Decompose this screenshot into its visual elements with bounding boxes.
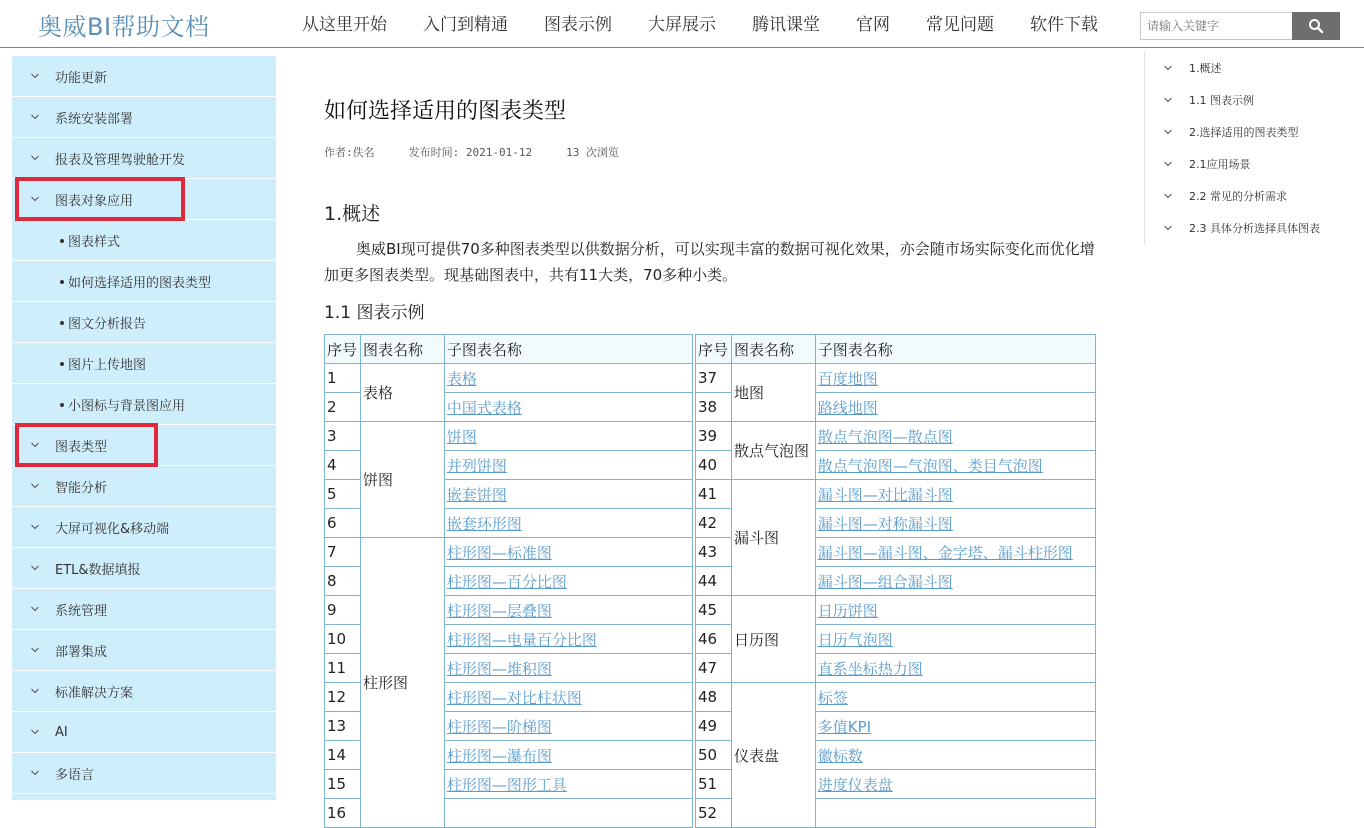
sidebar-item-label: ETL&数据填报	[55, 562, 141, 578]
row-number: 13	[325, 712, 361, 741]
chart-category: 柱形图	[360, 538, 444, 828]
sub-chart-link[interactable]: 饼图	[446, 427, 477, 446]
sub-chart-cell	[815, 509, 1095, 538]
sub-chart-link[interactable]: 并列饼图	[446, 456, 507, 475]
sidebar-item-label: 报表及管理驾驶舱开发	[55, 152, 186, 168]
bullet-dot	[60, 239, 64, 243]
search-input[interactable]	[1140, 12, 1292, 40]
table-row	[696, 480, 1096, 509]
sub-chart-link[interactable]: 直系坐标热力图	[817, 659, 923, 678]
sub-chart-link[interactable]: 中国式表格	[446, 398, 522, 417]
toc-item-label: 2.3 具体分析选择具体图表	[1189, 222, 1320, 235]
chevron-down-icon	[30, 563, 40, 573]
sub-chart-link[interactable]: 柱形图—阶梯图	[446, 717, 552, 736]
sub-chart-cell	[815, 538, 1095, 567]
sidebar-item-label: 图表样式	[68, 234, 121, 250]
row-number: 12	[325, 683, 361, 712]
chevron-down-icon	[1163, 159, 1173, 169]
row-number: 40	[696, 451, 732, 480]
sidebar-group[interactable]	[12, 56, 276, 97]
row-number: 9	[325, 596, 361, 625]
sidebar-item-label: 图片上传地图	[68, 357, 147, 373]
toc-item-label: 2.选择适用的图表类型	[1189, 126, 1299, 139]
table-row	[325, 538, 693, 567]
table-row	[696, 364, 1096, 393]
sub-chart-link[interactable]: 表格	[446, 369, 477, 388]
toc-item[interactable]	[1145, 180, 1354, 212]
row-number: 6	[325, 509, 361, 538]
table-row	[325, 364, 693, 393]
row-number: 4	[325, 451, 361, 480]
sub-chart-cell	[815, 393, 1095, 422]
sub-chart-link[interactable]: 柱形图—层叠图	[446, 601, 552, 620]
row-number: 10	[325, 625, 361, 654]
sub-chart-cell	[444, 509, 692, 538]
table-header-row	[696, 335, 1096, 364]
nav-item[interactable]: 大屏展示	[648, 15, 716, 35]
row-number: 42	[696, 509, 732, 538]
nav-item[interactable]: 从这里开始	[302, 15, 387, 35]
toc-item[interactable]	[1145, 52, 1354, 84]
chevron-down-icon	[30, 522, 40, 532]
sub-chart-cell	[444, 625, 692, 654]
chevron-down-icon	[30, 604, 40, 614]
chevron-down-icon	[1163, 191, 1173, 201]
top-nav	[284, 0, 1116, 48]
sub-chart-link[interactable]: 柱形图—电量百分比图	[446, 630, 597, 649]
bullet-dot	[60, 280, 64, 284]
section-heading-overview: 1.概述	[324, 203, 381, 225]
sub-chart-cell	[444, 538, 692, 567]
sub-chart-link[interactable]: 徽标数	[817, 746, 863, 765]
publish-date: 发布时间: 2021-01-12	[408, 146, 533, 159]
nav-item[interactable]: 图表示例	[544, 15, 612, 35]
sub-chart-link[interactable]: 柱形图—堆积图	[446, 659, 552, 678]
sub-chart-cell	[444, 712, 692, 741]
sub-chart-link[interactable]: 散点气泡图—气泡图、类目气泡图	[817, 456, 1043, 475]
sidebar-item-label: 智能分析	[55, 480, 108, 496]
sub-chart-cell	[444, 654, 692, 683]
chevron-down-icon	[30, 153, 40, 163]
bullet-dot	[60, 321, 64, 325]
section-heading-examples: 1.1 图表示例	[324, 303, 425, 323]
row-number: 2	[325, 393, 361, 422]
chart-category: 散点气泡图	[731, 422, 815, 480]
sidebar-item-label: 大屏可视化&移动端	[55, 521, 170, 537]
sidebar-subitem[interactable]	[12, 384, 276, 425]
sub-chart-cell	[815, 799, 1095, 828]
sub-chart-link[interactable]: 百度地图	[817, 369, 878, 388]
sidebar-item-label: 功能更新	[55, 70, 108, 86]
chart-table-left	[324, 334, 693, 828]
sub-chart-link[interactable]: 柱形图—百分比图	[446, 572, 567, 591]
sidebar-group[interactable]	[12, 671, 276, 712]
main-content	[310, 56, 1110, 822]
chevron-down-icon	[30, 727, 40, 737]
sidebar-subitem[interactable]	[12, 302, 276, 343]
row-number: 37	[696, 364, 732, 393]
sub-chart-link[interactable]: 嵌套饼图	[446, 485, 507, 504]
column-header: 序号	[696, 335, 732, 364]
search-button[interactable]	[1292, 12, 1340, 40]
row-number: 51	[696, 770, 732, 799]
sub-chart-link[interactable]: 漏斗图—对称漏斗图	[817, 514, 953, 533]
sub-chart-cell	[815, 451, 1095, 480]
column-header: 图表名称	[360, 335, 444, 364]
row-number: 14	[325, 741, 361, 770]
overview-paragraph: 奥威BI现可提供70多种图表类型以供数据分析，可以实现丰富的数据可视化效果，亦会随市场实际变化而优化增加更多图表类型。现基础图表中，共有11大类，70多种小类。	[324, 240, 1095, 284]
toc-item[interactable]	[1145, 212, 1354, 244]
sidebar-group[interactable]	[12, 548, 276, 589]
sub-chart-cell	[444, 741, 692, 770]
sidebar-group[interactable]	[12, 138, 276, 179]
row-number: 11	[325, 654, 361, 683]
sub-chart-cell	[815, 364, 1095, 393]
sub-chart-cell	[444, 799, 692, 828]
sidebar-item-label: 部署集成	[55, 644, 108, 660]
toc-item-label: 1.概述	[1189, 62, 1222, 75]
page-title: 如何选择适用的图表类型	[324, 99, 567, 124]
sub-chart-cell	[444, 451, 692, 480]
sidebar-item-label: 多语言	[55, 767, 95, 783]
sidebar-item-label: 标准解决方案	[55, 685, 134, 701]
chevron-down-icon	[30, 112, 40, 122]
chart-category: 饼图	[360, 422, 444, 538]
bullet-dot	[60, 403, 64, 407]
top-header	[0, 0, 1364, 48]
row-number: 1	[325, 364, 361, 393]
toc-item[interactable]	[1145, 116, 1354, 148]
row-number: 5	[325, 480, 361, 509]
row-number: 7	[325, 538, 361, 567]
column-header: 子图表名称	[815, 335, 1095, 364]
sub-chart-link[interactable]: 柱形图—标准图	[446, 543, 552, 562]
nav-item[interactable]: 入门到精通	[423, 15, 508, 35]
nav-item[interactable]: 常见问题	[926, 15, 994, 35]
column-header: 子图表名称	[444, 335, 692, 364]
toc-item-label: 1.1 图表示例	[1189, 94, 1254, 107]
sub-chart-cell	[815, 654, 1095, 683]
highlight-box	[15, 177, 185, 221]
sidebar-item-label: 图表对象应用	[55, 193, 134, 209]
sidebar-item-label: AI	[55, 724, 68, 740]
sub-chart-cell	[444, 422, 692, 451]
row-number: 38	[696, 393, 732, 422]
column-header: 序号	[325, 335, 361, 364]
chart-category: 表格	[360, 364, 444, 422]
row-number: 41	[696, 480, 732, 509]
article-meta	[324, 144, 653, 160]
toc-item-label: 2.1应用场景	[1189, 158, 1251, 171]
sub-chart-cell	[815, 741, 1095, 770]
chevron-down-icon	[1163, 63, 1173, 73]
sub-chart-cell	[815, 712, 1095, 741]
sub-chart-link[interactable]: 进度仪表盘	[817, 775, 893, 794]
chart-table-right	[695, 334, 1096, 828]
sub-chart-link[interactable]: 日历气泡图	[817, 630, 893, 649]
sub-chart-link[interactable]: 漏斗图—漏斗图、金字塔、漏斗柱形图	[817, 543, 1073, 562]
sub-chart-cell	[815, 770, 1095, 799]
nav-item[interactable]: 腾讯课堂	[752, 15, 820, 35]
sidebar-subitem[interactable]	[12, 220, 276, 261]
row-number: 49	[696, 712, 732, 741]
search-icon	[1308, 18, 1324, 34]
sub-chart-cell	[444, 770, 692, 799]
sub-chart-cell	[444, 596, 692, 625]
row-number: 46	[696, 625, 732, 654]
table-header-row	[325, 335, 693, 364]
chevron-down-icon	[30, 481, 40, 491]
chevron-down-icon	[1163, 95, 1173, 105]
row-number: 47	[696, 654, 732, 683]
toc-item-label: 2.2 常见的分析需求	[1189, 190, 1287, 203]
row-number: 44	[696, 567, 732, 596]
sub-chart-cell	[815, 567, 1095, 596]
author: 作者:佚名	[324, 146, 375, 159]
sidebar-group[interactable]	[12, 753, 276, 794]
sidebar-group[interactable]	[12, 507, 276, 548]
table-row	[325, 422, 693, 451]
sub-chart-cell	[444, 567, 692, 596]
sidebar-item-label: 图文分析报告	[68, 316, 147, 332]
row-number: 16	[325, 799, 361, 828]
row-number: 48	[696, 683, 732, 712]
nav-item[interactable]: 官网	[856, 15, 890, 35]
chevron-down-icon	[30, 768, 40, 778]
sub-chart-cell	[815, 596, 1095, 625]
chart-category: 漏斗图	[731, 480, 815, 596]
sidebar-subitem[interactable]	[12, 343, 276, 384]
row-number: 3	[325, 422, 361, 451]
chart-category: 地图	[731, 364, 815, 422]
sub-chart-cell	[815, 480, 1095, 509]
sub-chart-link[interactable]: 散点气泡图—散点图	[817, 427, 953, 446]
column-header: 图表名称	[731, 335, 815, 364]
sub-chart-cell	[444, 393, 692, 422]
chevron-down-icon	[30, 686, 40, 696]
sidebar-group[interactable]	[12, 466, 276, 507]
sub-chart-link[interactable]: 多值KPI	[817, 717, 872, 736]
chart-category: 仪表盘	[731, 683, 815, 828]
sidebar-subitem[interactable]	[12, 261, 276, 302]
sub-chart-cell	[815, 422, 1095, 451]
sub-chart-link[interactable]: 嵌套环形图	[446, 514, 522, 533]
chevron-down-icon	[1163, 223, 1173, 233]
toc-item[interactable]	[1145, 148, 1354, 180]
sidebar-item-label: 如何选择适用的图表类型	[68, 275, 212, 291]
sidebar-group[interactable]	[12, 589, 276, 630]
sub-chart-cell	[444, 364, 692, 393]
sidebar-group[interactable]	[12, 712, 276, 753]
table-row	[696, 683, 1096, 712]
sub-chart-link[interactable]: 柱形图—瀑布图	[446, 746, 552, 765]
sub-chart-cell	[444, 683, 692, 712]
sub-chart-cell	[815, 683, 1095, 712]
sub-chart-link[interactable]: 柱形图—图形工具	[446, 775, 567, 794]
sub-chart-link[interactable]: 路线地图	[817, 398, 878, 417]
sub-chart-link[interactable]: 漏斗图—组合漏斗图	[817, 572, 953, 591]
row-number: 50	[696, 741, 732, 770]
row-number: 15	[325, 770, 361, 799]
sub-chart-cell	[444, 480, 692, 509]
sub-chart-link[interactable]: 标签	[817, 688, 848, 707]
site-logo[interactable]: 奥威BI帮助文档	[38, 13, 210, 41]
nav-item[interactable]: 软件下载	[1030, 15, 1098, 35]
view-count: 13 次浏览	[566, 146, 619, 159]
sidebar-item-label: 图表类型	[55, 439, 108, 455]
sidebar-item-label: 系统安装部署	[55, 111, 134, 127]
row-number: 8	[325, 567, 361, 596]
sub-chart-cell	[815, 625, 1095, 654]
row-number: 45	[696, 596, 732, 625]
table-row	[696, 596, 1096, 625]
row-number: 39	[696, 422, 732, 451]
table-of-contents	[1144, 52, 1354, 244]
chevron-down-icon	[1163, 127, 1173, 137]
highlight-box	[15, 423, 158, 467]
chart-category: 日历图	[731, 596, 815, 683]
sidebar-group[interactable]	[12, 97, 276, 138]
sidebar-item-label: 系统管理	[55, 603, 108, 619]
sub-chart-link[interactable]: 漏斗图—对比漏斗图	[817, 485, 953, 504]
row-number: 52	[696, 799, 732, 828]
sub-chart-link[interactable]: 柱形图—对比柱状图	[446, 688, 582, 707]
sidebar-item-label: 小图标与背景图应用	[68, 398, 186, 414]
sidebar	[12, 56, 276, 800]
toc-item[interactable]	[1145, 84, 1354, 116]
sidebar-group[interactable]	[12, 630, 276, 671]
table-row	[696, 422, 1096, 451]
sub-chart-link[interactable]: 日历饼图	[817, 601, 878, 620]
bullet-dot	[60, 362, 64, 366]
chevron-down-icon	[30, 645, 40, 655]
row-number: 43	[696, 538, 732, 567]
chevron-down-icon	[30, 71, 40, 81]
